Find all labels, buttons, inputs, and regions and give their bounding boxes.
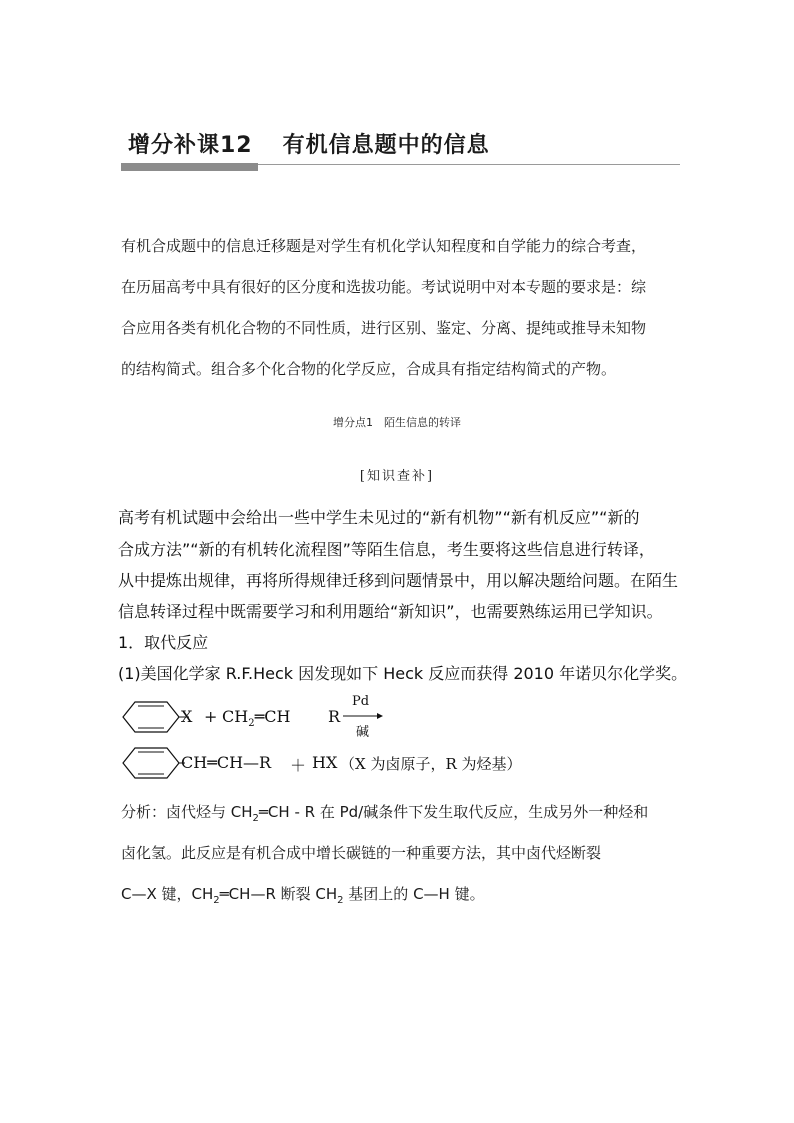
section-title: 增分点1 陌生信息的转译 [333,416,461,429]
benzene-ring-icon [121,746,181,780]
product: CH═CH—R [181,753,272,772]
knowledge-title: [知识查补] [359,469,435,484]
header-rule [258,164,680,165]
reactant1-tail: X [181,707,193,726]
lesson-header [128,128,490,159]
reaction-note: （X 为卤原子，R 为烃基） [340,755,522,773]
knowledge-line-2: 合成方法”“新的有机转化流程图”等陌生信息，考生要将这些信息进行转译， [118,540,655,559]
plus-sign-1: + [204,707,218,726]
benzene-ring-icon [121,700,181,734]
lesson-number: 增分补课12 [128,133,253,158]
intro-line-1: 有机合成题中的信息迁移题是对学生有机化学认知程度和自学能力的综合考查， [121,237,647,255]
plus-sign-2: ＋ [290,756,307,775]
knowledge-line-4: 信息转译过程中既需要学习和利用题给“新知识”，也需要熟练运用已学知识。 [118,602,663,621]
reactant2: $CH_2═CH$ [222,707,291,730]
item-substitution: 1．取代反应 [118,633,209,652]
reactant2-r: R [328,707,341,726]
reaction-arrow-icon [343,712,383,720]
intro-line-2: 在历届高考中具有很好的区分度和选拔功能。考试说明中对本专题的要求是：综 [121,278,647,296]
analysis-line-3: C—X 键，$CH_2═CH—R$ 断裂 $CH_2$ 基团上的 C—H 键。 [121,885,485,906]
catalyst-base: 碱 [356,725,370,740]
intro-line-3: 合应用各类有机化合物的不同性质，进行区别、鉴定、分离、提纯或推导未知物 [121,319,647,337]
knowledge-line-1: 高考有机试题中会给出一些中学生未见过的“新有机物”“新有机反应”“新的 [118,508,640,527]
analysis-line-1: 分析：卤代烃与 $CH_2═CH$ - R 在 Pd/碱条件下发生取代反应，生成另外一种烃和 [121,803,649,824]
item-heck: (1)美国化学家 R.F.Heck 因发现如下 Heck 反应而获得 2010 年诺贝尔化学奖。 [118,664,688,683]
catalyst-pd: Pd [352,694,370,709]
knowledge-line-3: 从中提炼出规律，再将所得规律迁移到问题情景中，用以解决题给问题。在陌生 [118,571,679,590]
lesson-title: 有机信息题中的信息 [282,133,490,158]
intro-line-4: 的结构简式。组合多个化合物的化学反应，合成具有指定结构简式的产物。 [121,360,617,378]
analysis-line-2: 卤化氢。此反应是有机合成中增长碳链的一种重要方法，其中卤代烃断裂 [121,844,602,862]
header-bar [121,163,258,171]
byproduct: HX [312,753,338,772]
